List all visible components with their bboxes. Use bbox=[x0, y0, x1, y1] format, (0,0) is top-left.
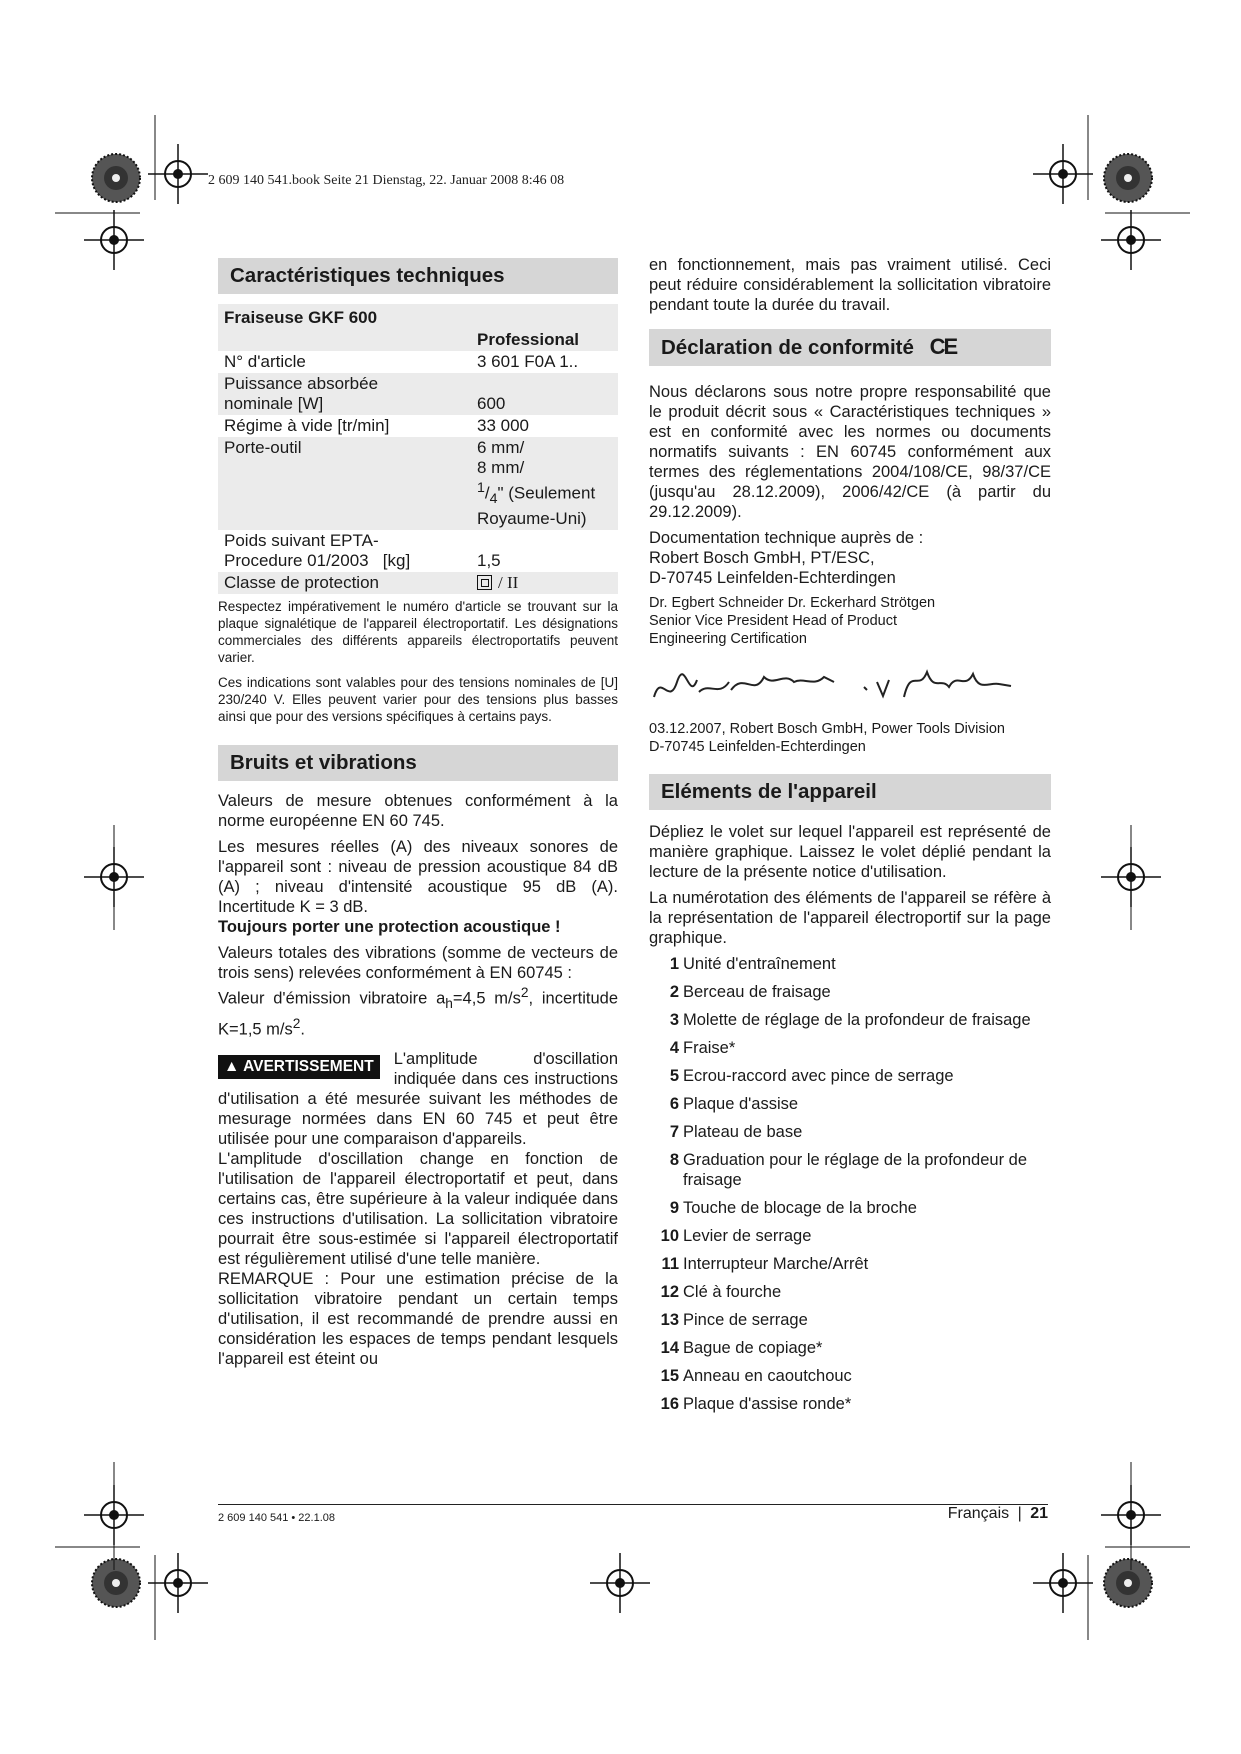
list-item: 16 Plaque d'assise ronde* bbox=[660, 1395, 852, 1413]
noise-paragraph: Valeurs de mesure obtenues conformément à la norme européenne EN 60 745. bbox=[218, 792, 618, 831]
warning-triangle-icon: ▲ bbox=[224, 1058, 240, 1076]
noise-warning: Toujours porter une protection acoustique ! bbox=[218, 918, 561, 937]
section-title-elements: Eléments de l'appareil bbox=[649, 774, 1051, 810]
list-item: 6 Plaque d'assise bbox=[669, 1095, 799, 1113]
section-title-noise: Bruits et vibrations bbox=[218, 745, 618, 781]
declaration-paragraph: Nous déclarons sous notre propre responsabilité que le produit décrit sous « Caractéristiques techniques » est en conformité avec les normes ou documents normatifs suivants : EN 60745 conformément aux termes des réglementations 2004/108/CE, 98/37/CE (jusqu'au 28.12.2009), 2006/42/CE (à partir du 29.12.2009). bbox=[649, 383, 1051, 521]
left-column bbox=[218, 258, 618, 1375]
signatures bbox=[649, 652, 1051, 714]
color-rose-icon bbox=[92, 154, 140, 202]
spec-value: 600 bbox=[471, 373, 618, 415]
warning-paragraph: L'amplitude d'oscillation change en fonction de l'utilisation de l'appareil électroportatif et peut, dans certains cas, être supérieure à la valeur indiquée dans ces instructions d'utilisation. La sollicitation vibratoire pourrait être sous-estimée si l'appareil électroportatif est régulièrement utilisé d'une telle manière. bbox=[218, 1150, 618, 1269]
list-item: 13 Pince de serrage bbox=[660, 1311, 808, 1329]
list-item: 9 Touche de blocage de la broche bbox=[669, 1199, 917, 1217]
remark-paragraph: REMARQUE : Pour une estimation précise de la sollicitation vibratoire pendant un certain temps d'utilisation, il est recommandé de prendre aussi en considération les espaces de temps pendant lesquels l'appareil est éteint ou bbox=[218, 1270, 618, 1369]
spec-label: N° d'article bbox=[224, 352, 306, 371]
list-item: 11 Interrupteur Marche/Arrêt bbox=[661, 1255, 869, 1273]
spec-value: / II bbox=[471, 572, 618, 594]
spec-label: Porte-outil bbox=[218, 437, 471, 530]
registration-mark-icon bbox=[1033, 1553, 1093, 1613]
elements-paragraph: Dépliez le volet sur lequel l'appareil est représenté de manière graphique. Laissez le volet déplié pendant la lecture de la présente notice d'utilisation. bbox=[649, 823, 1051, 881]
registration-mark-icon bbox=[1101, 210, 1161, 270]
elements-paragraph: La numérotation des éléments de l'appareil se réfère à la représentation de l'appareil électroportif sur la page graphique. bbox=[649, 889, 1051, 947]
spec-value: 1,5 bbox=[477, 551, 501, 571]
note-voltage: Ces indications sont valables pour des tensions nominales de [U] 230/240 V. Elles peuvent varier pour des tensions plus basses ainsi que pour des versions spécifiques à certains pays. bbox=[218, 675, 618, 725]
date-place: 03.12.2007, Robert Bosch GmbH, Power Tools Division D-70745 Leinfelden-Echterdingen bbox=[649, 721, 1005, 755]
color-rose-icon bbox=[92, 1559, 140, 1607]
footer-rule bbox=[218, 1504, 1048, 1505]
list-item: 3 Molette de réglage de la profondeur de fraisage bbox=[669, 1011, 1031, 1029]
spec-value: 3 601 F0A 1.. bbox=[477, 352, 579, 371]
list-item: 10 Levier de serrage bbox=[660, 1227, 812, 1245]
page-footer: Français | 21 bbox=[947, 1505, 1048, 1522]
signature-image bbox=[649, 652, 1049, 714]
vibration-paragraph: Valeurs totales des vibrations (somme de vecteurs de trois sens) relevées conformément à EN 60745 : bbox=[218, 944, 618, 983]
parts-list bbox=[649, 954, 1051, 1414]
color-rose-icon bbox=[1104, 1559, 1152, 1607]
warning-badge: ▲ AVERTISSEMENT bbox=[218, 1055, 380, 1079]
list-item: 15 Anneau en caoutchouc bbox=[660, 1367, 852, 1385]
list-item: 12 Clé à fourche bbox=[660, 1283, 782, 1301]
registration-mark-icon bbox=[1033, 144, 1093, 204]
section-title-declaration: Déclaration de conformité CE bbox=[649, 329, 1051, 366]
spec-label: Puissance absorbée nominale [W] bbox=[218, 373, 471, 415]
signatories: Dr. Egbert Schneider Dr. Eckerhard Strötgen Senior Vice President Head of Product Engineering Certification bbox=[649, 595, 936, 647]
spec-table bbox=[218, 304, 618, 594]
list-item: 5 Ecrou-raccord avec pince de serrage bbox=[669, 1067, 954, 1085]
spec-label: Classe de protection bbox=[218, 572, 471, 594]
registration-mark-icon bbox=[148, 1553, 208, 1613]
registration-mark-icon bbox=[148, 144, 208, 204]
list-item: 14 Bague de copiage* bbox=[660, 1339, 823, 1357]
spec-value: 6 mm/ 8 mm/ $^1/_4$" (Seulement Royaume-Uni) bbox=[471, 437, 618, 530]
vibration-emission: Valeur d'émission vibratoire $a_h=4,5$ $m/s^2$, incertitude K=1,5 $m/s^2$. bbox=[218, 985, 618, 1039]
book-header: 2 609 140 541.book Seite 21 Dienstag, 22. Januar 2008 8:46 08 bbox=[208, 173, 565, 188]
list-item: 1 Unité d'entraînement bbox=[669, 955, 836, 973]
spec-product: Fraiseuse GKF 600 bbox=[218, 304, 618, 329]
footer-language: Français bbox=[947, 1505, 1010, 1522]
warning-text: L'amplitude d'oscillation indiquée dans ces instructions d'utilisation a été mesurée suivant les méthodes de mesurage normées dans EN 60 745 et peut être utilisée pour une comparaison d'appareils. bbox=[218, 1050, 618, 1149]
ce-mark-icon: CE bbox=[929, 334, 957, 359]
list-item: 7 Plateau de base bbox=[669, 1123, 803, 1141]
documentation-address: Documentation technique auprès de : Robert Bosch GmbH, PT/ESC, D-70745 Leinfelden-Echterdingen bbox=[649, 529, 924, 587]
registration-mark-icon bbox=[84, 210, 144, 270]
list-item: 8 Graduation pour le réglage de la profondeur de fraisage bbox=[669, 1151, 1027, 1189]
spec-label: Régime à vide [tr/min] bbox=[224, 416, 390, 435]
noise-paragraph: Les mesures réelles (A) des niveaux sonores de l'appareil sont : niveau de pression acoustique 84 dB (A) ; niveau d'intensité acoustique 95 dB (A). Incertitude K = 3 dB. bbox=[218, 838, 618, 917]
list-item: 2 Berceau de fraisage bbox=[669, 983, 831, 1001]
page-number: 21 bbox=[1030, 1505, 1048, 1522]
warning-block bbox=[218, 1049, 618, 1149]
continuation-text: en fonctionnement, mais pas vraiment utilisé. Ceci peut réduire considérablement la sollicitation vibratoire pendant toute la durée du travail. bbox=[649, 256, 1051, 314]
spec-professional: Professional bbox=[471, 329, 618, 351]
list-item: 4 Fraise* bbox=[669, 1039, 736, 1057]
double-insulation-icon bbox=[477, 575, 492, 590]
spec-value: 33 000 bbox=[477, 416, 529, 435]
right-column bbox=[649, 255, 1051, 1422]
footer-code: 2 609 140 541 • 22.1.08 bbox=[218, 1512, 336, 1524]
section-title-tech: Caractéristiques techniques bbox=[218, 258, 618, 294]
note-article: Respectez impérativement le numéro d'article se trouvant sur la plaque signalétique de l'appareil électroportatif. Les désignations commerciales des différents appareils électroportatifs peuvent varier. bbox=[218, 599, 618, 666]
registration-mark-icon bbox=[590, 1553, 650, 1613]
spec-label: Poids suivant EPTA- Procedure 01/2003 [kg] bbox=[224, 531, 411, 571]
color-rose-icon bbox=[1104, 154, 1152, 202]
